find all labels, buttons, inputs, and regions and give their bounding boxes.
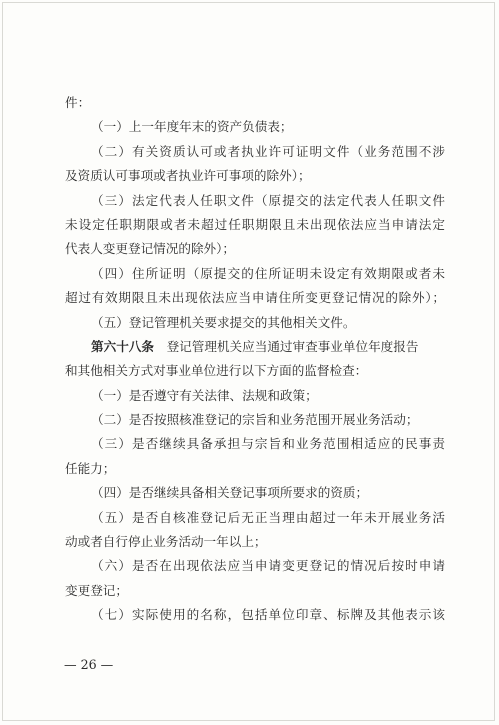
article-heading-line (65, 335, 445, 359)
text-line: （六）是否在出现依法应当申请变更登记的情况后按时申请 (91, 558, 445, 574)
text-line: 和其他相关方式对事业单位进行以下方面的监督检查： (65, 363, 368, 379)
text-line: 件： (65, 95, 91, 110)
page-number: — 26 — (64, 657, 114, 672)
text-line: （二）有关资质认可或者执业许可证明文件（业务范围不涉 (91, 143, 445, 159)
text-line: （四）住所证明（原提交的住所证明未设定有效期限或者未 (91, 265, 445, 281)
text-line: 超过有效期限且未出现依法应当申请住所变更登记情况的除外）； (65, 290, 445, 306)
text-line: 及资质认可事项或者执业许可事项的除外）； (65, 168, 311, 184)
text-line: （四）是否继续具备相关登记事项所要求的资质； (91, 485, 369, 501)
text-line: （一）上一年度年末的资产负债表； (91, 119, 293, 135)
text-line: （五）登记管理机关要求提交的其他相关文件。 (91, 314, 356, 330)
text-line: 未设定任职期限或者未超过任职期限且未出现依法应当申请法定 (65, 216, 445, 232)
article-number: 第六十八条 (91, 338, 154, 354)
text-line: （三）是否继续具备承担与宗旨和业务范围相适应的民事责 (91, 436, 445, 452)
text-line: 任能力； (65, 460, 116, 476)
article-text: 登记管理机关应当通过审查事业单位年度报告 (153, 338, 419, 354)
document-body (65, 91, 445, 628)
text-line: （三）法定代表人任职文件（原提交的法定代表人任职文件 (91, 192, 445, 208)
text-line: （二）是否按照核准登记的宗旨和业务范围开展业务活动； (91, 412, 419, 428)
text-line: 变更登记； (65, 582, 128, 598)
text-line: （一）是否遵守有关法律、法规和政策； (91, 387, 318, 403)
text-line: （七）实际使用的名称，包括单位印章、标牌及其他表示该 (91, 607, 445, 623)
text-line: （五）是否自核准登记后无正当理由超过一年未开展业务活 (91, 509, 445, 525)
text-line: 动或者自行停止业务活动一年以上； (65, 534, 267, 550)
text-line: 代表人变更登记情况的除外）； (65, 241, 236, 257)
